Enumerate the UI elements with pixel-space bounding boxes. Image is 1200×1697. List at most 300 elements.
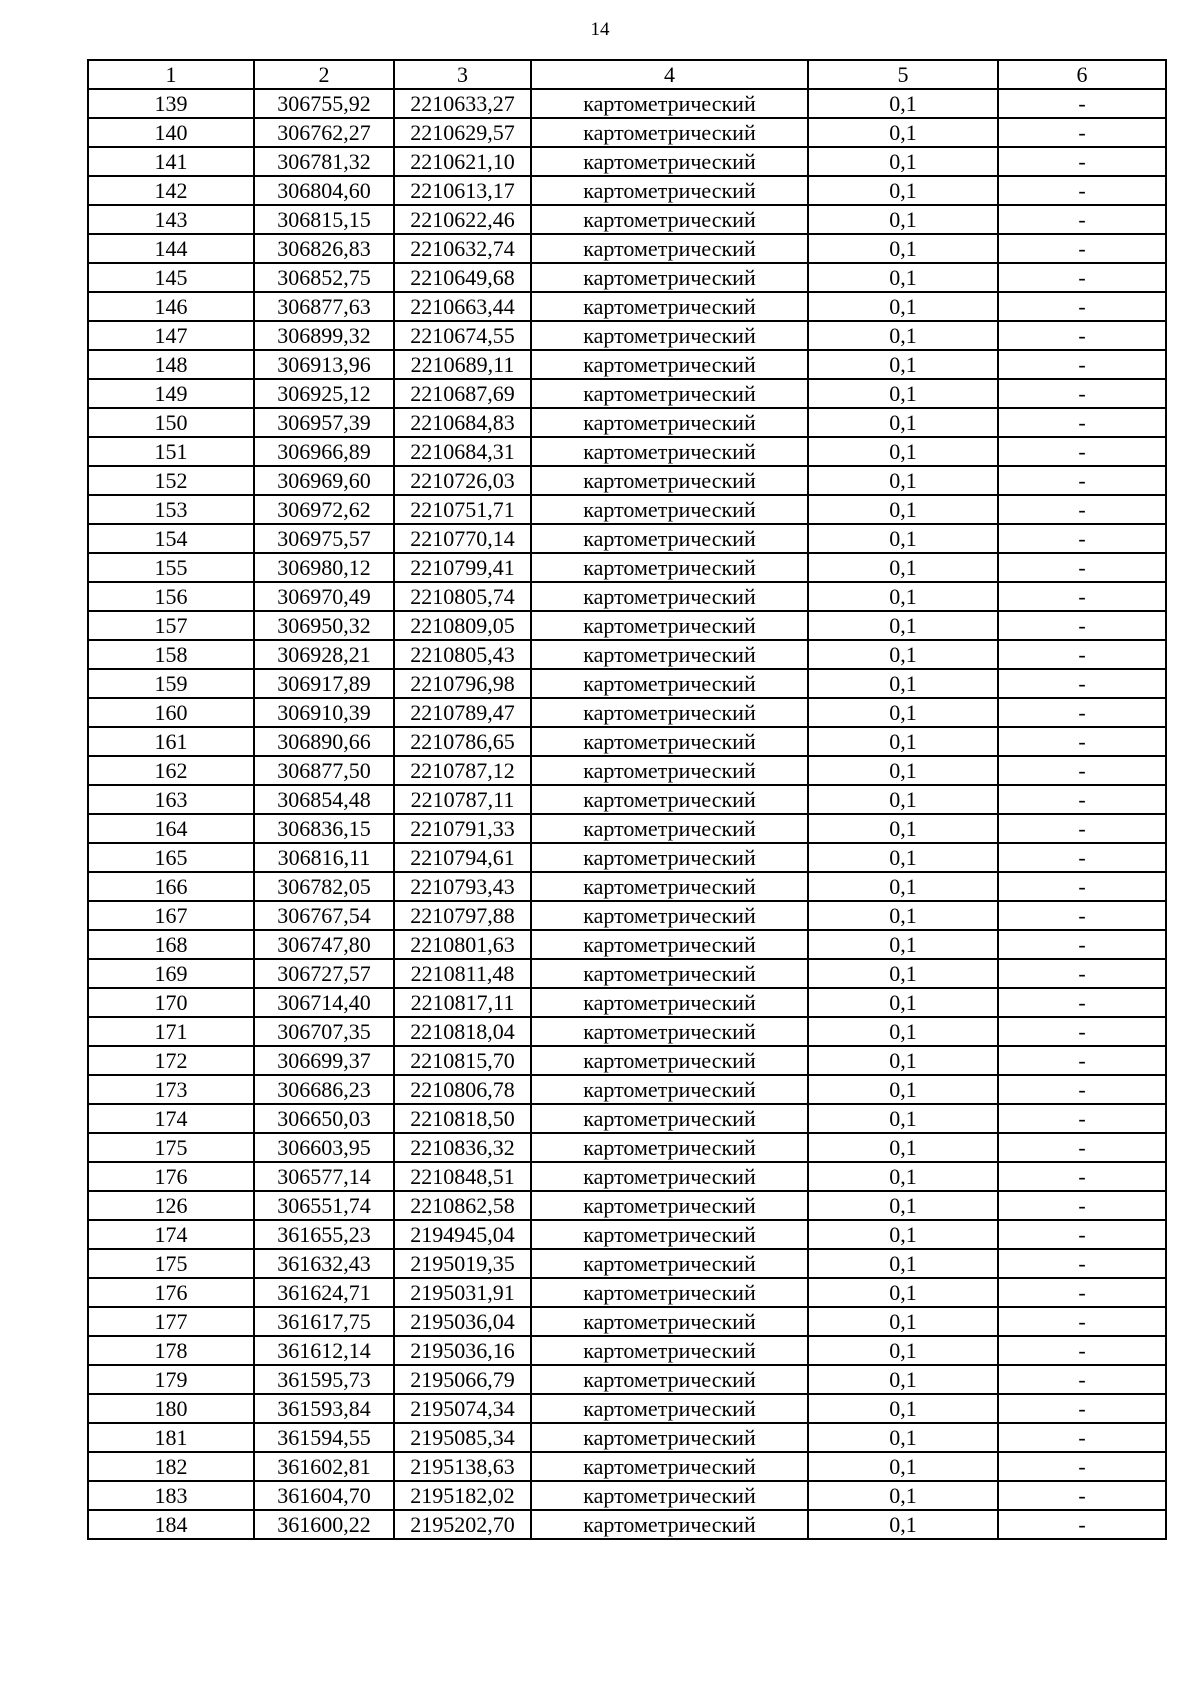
accuracy-cell: 0,1 [808,292,998,321]
y-coordinate-cell: 2210817,11 [394,988,531,1017]
x-coordinate-cell: 306877,50 [254,756,394,785]
table-row [88,814,1166,843]
method-cell: картометрический [531,901,808,930]
y-coordinate-cell: 2210862,58 [394,1191,531,1220]
method-cell: картометрический [531,263,808,292]
table-row [88,1017,1166,1046]
point-number-cell: 161 [88,727,254,756]
note-cell: - [998,263,1166,292]
x-coordinate-cell: 361617,75 [254,1307,394,1336]
point-number-cell: 152 [88,466,254,495]
method-cell: картометрический [531,1104,808,1133]
point-number-cell: 167 [88,901,254,930]
point-number-cell: 183 [88,1481,254,1510]
table-row [88,988,1166,1017]
table-row [88,1249,1166,1278]
table-row [88,1075,1166,1104]
method-cell: картометрический [531,611,808,640]
y-coordinate-cell: 2195019,35 [394,1249,531,1278]
y-coordinate-cell: 2210818,04 [394,1017,531,1046]
point-number-cell: 139 [88,89,254,118]
point-number-cell: 144 [88,234,254,263]
table-row [88,495,1166,524]
note-cell: - [998,1046,1166,1075]
note-cell: - [998,1365,1166,1394]
method-cell: картометрический [531,118,808,147]
y-coordinate-cell: 2210684,31 [394,437,531,466]
method-cell: картометрический [531,437,808,466]
point-number-cell: 158 [88,640,254,669]
y-coordinate-cell: 2210797,88 [394,901,531,930]
x-coordinate-cell: 306966,89 [254,437,394,466]
table-row [88,1365,1166,1394]
note-cell: - [998,437,1166,466]
note-cell: - [998,1278,1166,1307]
table-row [88,524,1166,553]
point-number-cell: 165 [88,843,254,872]
note-cell: - [998,321,1166,350]
accuracy-cell: 0,1 [808,756,998,785]
accuracy-cell: 0,1 [808,1365,998,1394]
accuracy-cell: 0,1 [808,1278,998,1307]
x-coordinate-cell: 361593,84 [254,1394,394,1423]
note-cell: - [998,785,1166,814]
accuracy-cell: 0,1 [808,640,998,669]
method-cell: картометрический [531,408,808,437]
x-coordinate-cell: 306852,75 [254,263,394,292]
method-cell: картометрический [531,1365,808,1394]
table-row [88,1423,1166,1452]
y-coordinate-cell: 2210751,71 [394,495,531,524]
y-coordinate-cell: 2210684,83 [394,408,531,437]
accuracy-cell: 0,1 [808,901,998,930]
x-coordinate-cell: 306877,63 [254,292,394,321]
point-number-cell: 146 [88,292,254,321]
accuracy-cell: 0,1 [808,669,998,698]
note-cell: - [998,1336,1166,1365]
method-cell: картометрический [531,321,808,350]
table-row [88,1278,1166,1307]
accuracy-cell: 0,1 [808,1510,998,1539]
point-number-cell: 145 [88,263,254,292]
table-row [88,437,1166,466]
note-cell: - [998,1394,1166,1423]
x-coordinate-cell: 306747,80 [254,930,394,959]
method-cell: картометрический [531,1481,808,1510]
accuracy-cell: 0,1 [808,147,998,176]
method-cell: картометрический [531,1075,808,1104]
accuracy-cell: 0,1 [808,959,998,988]
column-header: 3 [394,60,531,89]
x-coordinate-cell: 306699,37 [254,1046,394,1075]
point-number-cell: 155 [88,553,254,582]
point-number-cell: 170 [88,988,254,1017]
method-cell: картометрический [531,379,808,408]
x-coordinate-cell: 361600,22 [254,1510,394,1539]
note-cell: - [998,1104,1166,1133]
note-cell: - [998,553,1166,582]
point-number-cell: 175 [88,1249,254,1278]
accuracy-cell: 0,1 [808,843,998,872]
y-coordinate-cell: 2195066,79 [394,1365,531,1394]
x-coordinate-cell: 361612,14 [254,1336,394,1365]
y-coordinate-cell: 2210836,32 [394,1133,531,1162]
table-row [88,118,1166,147]
method-cell: картометрический [531,350,808,379]
point-number-cell: 176 [88,1278,254,1307]
accuracy-cell: 0,1 [808,466,998,495]
method-cell: картометрический [531,1423,808,1452]
y-coordinate-cell: 2210621,10 [394,147,531,176]
x-coordinate-cell: 306816,11 [254,843,394,872]
point-number-cell: 150 [88,408,254,437]
x-coordinate-cell: 306917,89 [254,669,394,698]
note-cell: - [998,582,1166,611]
table-row [88,292,1166,321]
x-coordinate-cell: 361604,70 [254,1481,394,1510]
table-row [88,1481,1166,1510]
x-coordinate-cell: 306854,48 [254,785,394,814]
note-cell: - [998,118,1166,147]
point-number-cell: 162 [88,756,254,785]
note-cell: - [998,1307,1166,1336]
note-cell: - [998,988,1166,1017]
table-header-row [88,60,1166,89]
note-cell: - [998,814,1166,843]
x-coordinate-cell: 306980,12 [254,553,394,582]
point-number-cell: 179 [88,1365,254,1394]
point-number-cell: 177 [88,1307,254,1336]
x-coordinate-cell: 306925,12 [254,379,394,408]
accuracy-cell: 0,1 [808,814,998,843]
accuracy-cell: 0,1 [808,1075,998,1104]
x-coordinate-cell: 306686,23 [254,1075,394,1104]
x-coordinate-cell: 306767,54 [254,901,394,930]
note-cell: - [998,1220,1166,1249]
y-coordinate-cell: 2210799,41 [394,553,531,582]
x-coordinate-cell: 361632,43 [254,1249,394,1278]
accuracy-cell: 0,1 [808,1104,998,1133]
method-cell: картометрический [531,698,808,727]
method-cell: картометрический [531,234,808,263]
accuracy-cell: 0,1 [808,524,998,553]
x-coordinate-cell: 306650,03 [254,1104,394,1133]
table-row [88,147,1166,176]
method-cell: картометрический [531,727,808,756]
x-coordinate-cell: 306804,60 [254,176,394,205]
x-coordinate-cell: 306762,27 [254,118,394,147]
accuracy-cell: 0,1 [808,553,998,582]
point-number-cell: 143 [88,205,254,234]
table-row [88,1162,1166,1191]
table-row [88,1452,1166,1481]
accuracy-cell: 0,1 [808,1452,998,1481]
method-cell: картометрический [531,1017,808,1046]
accuracy-cell: 0,1 [808,1162,998,1191]
accuracy-cell: 0,1 [808,1017,998,1046]
page-number: 14 [590,19,610,40]
x-coordinate-cell: 361602,81 [254,1452,394,1481]
y-coordinate-cell: 2195182,02 [394,1481,531,1510]
point-number-cell: 126 [88,1191,254,1220]
note-cell: - [998,234,1166,263]
point-number-cell: 180 [88,1394,254,1423]
note-cell: - [998,495,1166,524]
accuracy-cell: 0,1 [808,1307,998,1336]
point-number-cell: 178 [88,1336,254,1365]
accuracy-cell: 0,1 [808,611,998,640]
accuracy-cell: 0,1 [808,1394,998,1423]
point-number-cell: 173 [88,1075,254,1104]
point-number-cell: 160 [88,698,254,727]
method-cell: картометрический [531,1510,808,1539]
x-coordinate-cell: 306890,66 [254,727,394,756]
y-coordinate-cell: 2210805,43 [394,640,531,669]
x-coordinate-cell: 306950,32 [254,611,394,640]
y-coordinate-cell: 2210787,11 [394,785,531,814]
accuracy-cell: 0,1 [808,988,998,1017]
accuracy-cell: 0,1 [808,872,998,901]
table-row [88,350,1166,379]
note-cell: - [998,408,1166,437]
x-coordinate-cell: 306910,39 [254,698,394,727]
y-coordinate-cell: 2210815,70 [394,1046,531,1075]
x-coordinate-cell: 361624,71 [254,1278,394,1307]
table-row [88,843,1166,872]
x-coordinate-cell: 306836,15 [254,814,394,843]
x-coordinate-cell: 306970,49 [254,582,394,611]
note-cell: - [998,1510,1166,1539]
accuracy-cell: 0,1 [808,1191,998,1220]
method-cell: картометрический [531,1191,808,1220]
accuracy-cell: 0,1 [808,1133,998,1162]
method-cell: картометрический [531,524,808,553]
x-coordinate-cell: 306603,95 [254,1133,394,1162]
note-cell: - [998,959,1166,988]
accuracy-cell: 0,1 [808,379,998,408]
method-cell: картометрический [531,1249,808,1278]
point-number-cell: 175 [88,1133,254,1162]
note-cell: - [998,176,1166,205]
x-coordinate-cell: 306707,35 [254,1017,394,1046]
method-cell: картометрический [531,1133,808,1162]
y-coordinate-cell: 2210633,27 [394,89,531,118]
method-cell: картометрический [531,1278,808,1307]
y-coordinate-cell: 2210649,68 [394,263,531,292]
point-number-cell: 147 [88,321,254,350]
table-row [88,611,1166,640]
table-row [88,727,1166,756]
x-coordinate-cell: 306899,32 [254,321,394,350]
y-coordinate-cell: 2195138,63 [394,1452,531,1481]
x-coordinate-cell: 306957,39 [254,408,394,437]
note-cell: - [998,524,1166,553]
accuracy-cell: 0,1 [808,1046,998,1075]
note-cell: - [998,1017,1166,1046]
method-cell: картометрический [531,147,808,176]
method-cell: картометрический [531,988,808,1017]
table-row [88,872,1166,901]
y-coordinate-cell: 2210629,57 [394,118,531,147]
method-cell: картометрический [531,582,808,611]
table-row [88,1046,1166,1075]
point-number-cell: 163 [88,785,254,814]
y-coordinate-cell: 2195074,34 [394,1394,531,1423]
table-row [88,466,1166,495]
accuracy-cell: 0,1 [808,89,998,118]
point-number-cell: 176 [88,1162,254,1191]
point-number-cell: 171 [88,1017,254,1046]
table-row [88,1191,1166,1220]
accuracy-cell: 0,1 [808,582,998,611]
point-number-cell: 149 [88,379,254,408]
x-coordinate-cell: 306972,62 [254,495,394,524]
accuracy-cell: 0,1 [808,350,998,379]
x-coordinate-cell: 361595,73 [254,1365,394,1394]
y-coordinate-cell: 2210796,98 [394,669,531,698]
table-row [88,1510,1166,1539]
table-row [88,89,1166,118]
point-number-cell: 156 [88,582,254,611]
table-row [88,553,1166,582]
method-cell: картометрический [531,495,808,524]
note-cell: - [998,756,1166,785]
table-row [88,1307,1166,1336]
accuracy-cell: 0,1 [808,495,998,524]
x-coordinate-cell: 306975,57 [254,524,394,553]
table-row [88,901,1166,930]
accuracy-cell: 0,1 [808,1336,998,1365]
y-coordinate-cell: 2210674,55 [394,321,531,350]
table-row [88,234,1166,263]
accuracy-cell: 0,1 [808,1481,998,1510]
point-number-cell: 181 [88,1423,254,1452]
method-cell: картометрический [531,1452,808,1481]
method-cell: картометрический [531,669,808,698]
method-cell: картометрический [531,205,808,234]
table-row [88,408,1166,437]
y-coordinate-cell: 2210801,63 [394,930,531,959]
accuracy-cell: 0,1 [808,698,998,727]
method-cell: картометрический [531,1307,808,1336]
method-cell: картометрический [531,959,808,988]
accuracy-cell: 0,1 [808,118,998,147]
table-row [88,205,1166,234]
x-coordinate-cell: 306551,74 [254,1191,394,1220]
x-coordinate-cell: 306577,14 [254,1162,394,1191]
method-cell: картометрический [531,756,808,785]
point-number-cell: 174 [88,1220,254,1249]
note-cell: - [998,1481,1166,1510]
table-row [88,1336,1166,1365]
table-row [88,930,1166,959]
method-cell: картометрический [531,930,808,959]
note-cell: - [998,727,1166,756]
y-coordinate-cell: 2195085,34 [394,1423,531,1452]
y-coordinate-cell: 2210632,74 [394,234,531,263]
x-coordinate-cell: 306714,40 [254,988,394,1017]
note-cell: - [998,930,1166,959]
method-cell: картометрический [531,1220,808,1249]
column-header: 2 [254,60,394,89]
x-coordinate-cell: 306826,83 [254,234,394,263]
note-cell: - [998,466,1166,495]
y-coordinate-cell: 2210793,43 [394,872,531,901]
y-coordinate-cell: 2195031,91 [394,1278,531,1307]
y-coordinate-cell: 2210818,50 [394,1104,531,1133]
x-coordinate-cell: 361655,23 [254,1220,394,1249]
method-cell: картометрический [531,1046,808,1075]
accuracy-cell: 0,1 [808,1249,998,1278]
table-row [88,176,1166,205]
point-number-cell: 148 [88,350,254,379]
method-cell: картометрический [531,553,808,582]
y-coordinate-cell: 2210770,14 [394,524,531,553]
point-number-cell: 164 [88,814,254,843]
accuracy-cell: 0,1 [808,785,998,814]
note-cell: - [998,901,1166,930]
point-number-cell: 168 [88,930,254,959]
y-coordinate-cell: 2210811,48 [394,959,531,988]
accuracy-cell: 0,1 [808,234,998,263]
method-cell: картометрический [531,843,808,872]
x-coordinate-cell: 306727,57 [254,959,394,988]
accuracy-cell: 0,1 [808,408,998,437]
point-number-cell: 172 [88,1046,254,1075]
table-row [88,379,1166,408]
table-body [88,89,1166,1539]
accuracy-cell: 0,1 [808,727,998,756]
accuracy-cell: 0,1 [808,1220,998,1249]
accuracy-cell: 0,1 [808,321,998,350]
x-coordinate-cell: 361594,55 [254,1423,394,1452]
x-coordinate-cell: 306969,60 [254,466,394,495]
point-number-cell: 182 [88,1452,254,1481]
y-coordinate-cell: 2194945,04 [394,1220,531,1249]
y-coordinate-cell: 2210806,78 [394,1075,531,1104]
x-coordinate-cell: 306782,05 [254,872,394,901]
method-cell: картометрический [531,785,808,814]
x-coordinate-cell: 306913,96 [254,350,394,379]
note-cell: - [998,640,1166,669]
note-cell: - [998,147,1166,176]
y-coordinate-cell: 2210613,17 [394,176,531,205]
method-cell: картометрический [531,640,808,669]
method-cell: картометрический [531,176,808,205]
y-coordinate-cell: 2210622,46 [394,205,531,234]
note-cell: - [998,1452,1166,1481]
point-number-cell: 153 [88,495,254,524]
accuracy-cell: 0,1 [808,1423,998,1452]
point-number-cell: 159 [88,669,254,698]
accuracy-cell: 0,1 [808,437,998,466]
y-coordinate-cell: 2210794,61 [394,843,531,872]
note-cell: - [998,1249,1166,1278]
note-cell: - [998,379,1166,408]
column-header: 4 [531,60,808,89]
note-cell: - [998,843,1166,872]
point-number-cell: 184 [88,1510,254,1539]
note-cell: - [998,872,1166,901]
table-row [88,640,1166,669]
x-coordinate-cell: 306755,92 [254,89,394,118]
note-cell: - [998,292,1166,321]
y-coordinate-cell: 2210848,51 [394,1162,531,1191]
y-coordinate-cell: 2195036,04 [394,1307,531,1336]
method-cell: картометрический [531,89,808,118]
y-coordinate-cell: 2210809,05 [394,611,531,640]
y-coordinate-cell: 2210787,12 [394,756,531,785]
